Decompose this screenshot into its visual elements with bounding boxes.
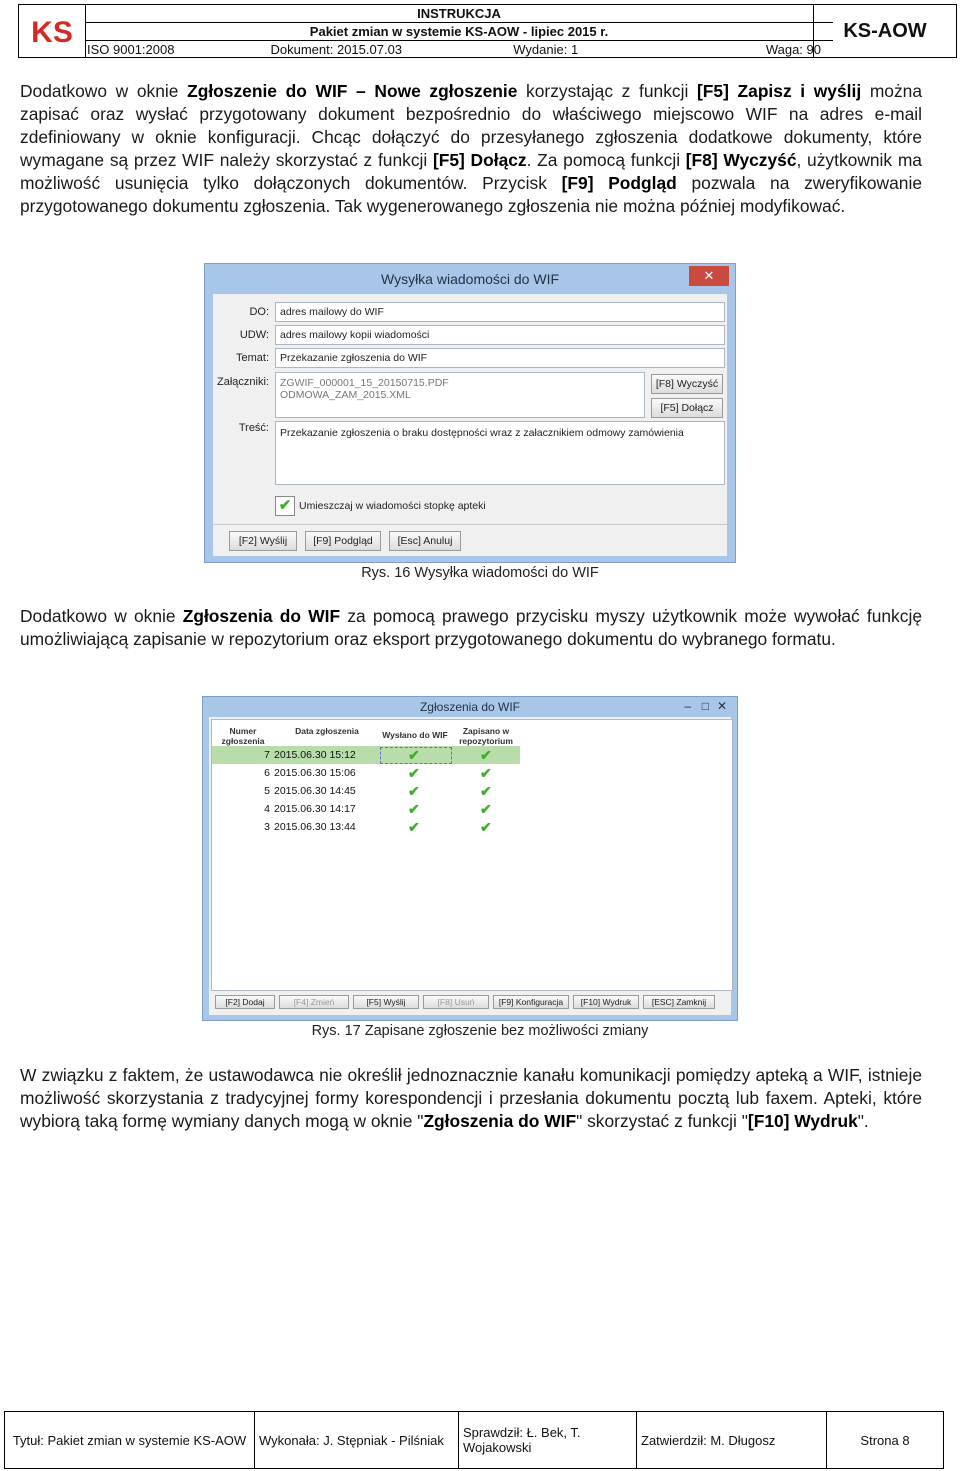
row-date: 2015.06.30 13:44 [274, 821, 356, 833]
udw-field[interactable]: adres mailowy kopii wiadomości [275, 325, 725, 345]
row-date: 2015.06.30 14:45 [274, 785, 356, 797]
dialog-title: Wysyłka wiadomości do WIF [380, 271, 560, 287]
minimize-icon[interactable]: – [684, 699, 691, 713]
footer-page: Strona 8 [860, 1432, 910, 1448]
document-header [18, 4, 957, 58]
footer-approved: Zatwierdził: M. Długosz [637, 1412, 827, 1468]
doc-meta [85, 41, 833, 58]
toolbar-button[interactable]: [F5] Wyślij [353, 995, 419, 1009]
paragraph-1: Dodatkowo w oknie Zgłoszenie do WIF – Nowe zgłoszenie korzystając z funkcji [F5] Zapisz i wyślij można zapisać oraz wysłać przygotowany dokument bezpośrednio do właściwego miejscowo WIF na adres e-mail zdefiniowany w oknie konfiguracji. Chcąc dołączyć do przesyłanego zgłoszenia dodatkowe dokumenty, które wymagane są przez WIF należy skorzystać z funkcji [F5] Dołącz. Za pomocą funkcji [F8] Wyczyść, użytkownik ma możliwość usunięcia tylko dołączonych dokumentów. Przycisk [F9] Podgląd pozwala na zweryfikowanie przygotowanego dokumentu zgłoszenia. Tak wygenerowanego zgłoszenia nie można później modyfikować. [20, 81, 923, 216]
close-icon[interactable]: ✕ [716, 699, 727, 713]
saved-check-icon: ✔ [480, 765, 492, 781]
maximize-icon[interactable]: □ [701, 699, 709, 713]
table-row[interactable] [212, 800, 520, 818]
product-code: KS-AOW [813, 5, 956, 57]
saved-check-icon: ✔ [480, 819, 492, 835]
doc-subtitle: Pakiet zmian w systemie KS-AOW - lipiec 2015 r. [85, 23, 833, 41]
row-number: 5 [264, 785, 270, 797]
udw-label: UDW: [239, 329, 269, 341]
row-date: 2015.06.30 15:12 [274, 749, 356, 761]
doc-type: INSTRUKCJA [85, 5, 833, 23]
footer-title: Tytuł: Pakiet zmian w systemie KS-AOW [5, 1412, 255, 1468]
sent-check-icon: ✔ [408, 819, 420, 835]
toolbar-button[interactable]: [F8] Usuń [423, 995, 489, 1009]
header-info [85, 5, 833, 57]
edition: Wydanie: 1 [513, 42, 579, 57]
svg-text:KS: KS [31, 16, 73, 49]
do-field[interactable]: adres mailowy do WIF [275, 302, 725, 322]
toolbar-button[interactable]: [F2] Dodaj [215, 995, 275, 1009]
col-header-date[interactable]: Data zgłoszenia [295, 726, 359, 736]
attachment-item[interactable]: ODMOWA_ZAM_2015.XML [280, 389, 411, 401]
company-logo [19, 5, 86, 57]
row-number: 6 [264, 767, 270, 779]
row-number: 4 [264, 803, 270, 815]
weight: Waga: 90 [765, 42, 821, 57]
window-body [209, 717, 731, 1015]
sent-check-icon: ✔ [408, 801, 420, 817]
row-date: 2015.06.30 14:17 [274, 803, 356, 815]
attachment-item[interactable]: ZGWIF_000001_15_20150715.PDF [280, 377, 449, 389]
toolbar-button[interactable]: [ESC] Zamknij [643, 995, 715, 1009]
footer-checked: Sprawdził: Ł. Bek, T. Wojakowski [459, 1412, 637, 1468]
send-button[interactable]: [F2] Wyślij [229, 531, 297, 551]
iso-label: ISO 9001:2008 [87, 42, 175, 57]
row-number: 7 [264, 749, 270, 761]
figure-caption-17: Rys. 17 Zapisane zgłoszenie bez możliwości zmiany [311, 1023, 649, 1039]
attachments-label: Załączniki: [217, 376, 269, 388]
row-date: 2015.06.30 15:06 [274, 767, 356, 779]
dialog-body [213, 294, 727, 556]
wif-reports-window [202, 696, 738, 1021]
saved-check-icon: ✔ [480, 801, 492, 817]
table-row[interactable] [212, 746, 520, 764]
toolbar-button[interactable]: [F4] Zmień [279, 995, 349, 1009]
content-field[interactable]: Przekazanie zgłoszenia o braku dostępności wraz z załacznikiem odmowy zamówienia [275, 421, 725, 485]
col-header-number[interactable]: Numer zgłoszenia [221, 726, 265, 746]
subject-label: Temat: [235, 352, 269, 364]
toolbar-button[interactable]: [F10] Wydruk [573, 995, 639, 1009]
close-icon[interactable]: ✕ [689, 266, 729, 286]
footer-checkbox[interactable]: ✔ [275, 496, 295, 516]
figure-caption-16: Rys. 16 Wysyłka wiadomości do WIF [361, 565, 599, 581]
attach-button[interactable]: [F5] Dołącz [651, 398, 723, 418]
table-row[interactable] [212, 818, 520, 836]
saved-check-icon: ✔ [480, 783, 492, 799]
col-header-saved[interactable]: Zapisano w repozytorium [459, 726, 513, 746]
table-row[interactable] [212, 764, 520, 782]
row-number: 3 [264, 821, 270, 833]
preview-button[interactable]: [F9] Podgląd [305, 531, 381, 551]
sent-check-icon: ✔ [408, 783, 420, 799]
cancel-button[interactable]: [Esc] Anuluj [389, 531, 461, 551]
reports-table[interactable] [211, 719, 733, 991]
content-label: Treść: [238, 422, 269, 434]
document-footer [4, 1411, 944, 1469]
saved-check-icon: ✔ [480, 747, 492, 763]
send-message-dialog [204, 263, 736, 563]
divider [213, 524, 727, 525]
do-label: DO: [249, 306, 269, 318]
window-title: Zgłoszenia do WIF [419, 700, 521, 714]
sent-check-icon: ✔ [408, 765, 420, 781]
paragraph-3: W związku z faktem, że ustawodawca nie określił jednoznacznie kanału komunikacji pomiędzy apteką a WIF, istnieje możliwość skorzystania z tradycyjnej formy korespondencji i przesłania dokumentu pocztą lub faxem. Apteki, które wybiorą taką formę wymiany danych mogą w oknie "Zgłoszenia do WIF" skorzystać z funkcji "[F10] Wydruk". [20, 1065, 922, 1131]
document-number: Dokument: 2015.07.03 [270, 42, 403, 57]
toolbar-button[interactable]: [F9] Konfiguracja [493, 995, 569, 1009]
sent-check-icon: ✔ [408, 747, 420, 763]
table-row[interactable] [212, 782, 520, 800]
paragraph-2: Dodatkowo w oknie Zgłoszenia do WIF za pomocą prawego przycisku myszy użytkownik może wywołać funkcję umożliwiającą zapisanie w repozytorium oraz eksport przygotowanego dokumentu do wybranego formatu. [20, 606, 922, 649]
subject-field[interactable]: Przekazanie zgłoszenia do WIF [275, 348, 725, 368]
footer-checkbox-label: Umieszczaj w wiadomości stopkę apteki [299, 500, 486, 512]
clear-button[interactable]: [F8] Wyczyść [651, 374, 723, 394]
footer-made: Wykonała: J. Stępniak - Pilśniak [255, 1412, 459, 1468]
col-header-sent[interactable]: Wysłano do WIF [382, 730, 448, 740]
attachments-list[interactable] [275, 372, 645, 418]
